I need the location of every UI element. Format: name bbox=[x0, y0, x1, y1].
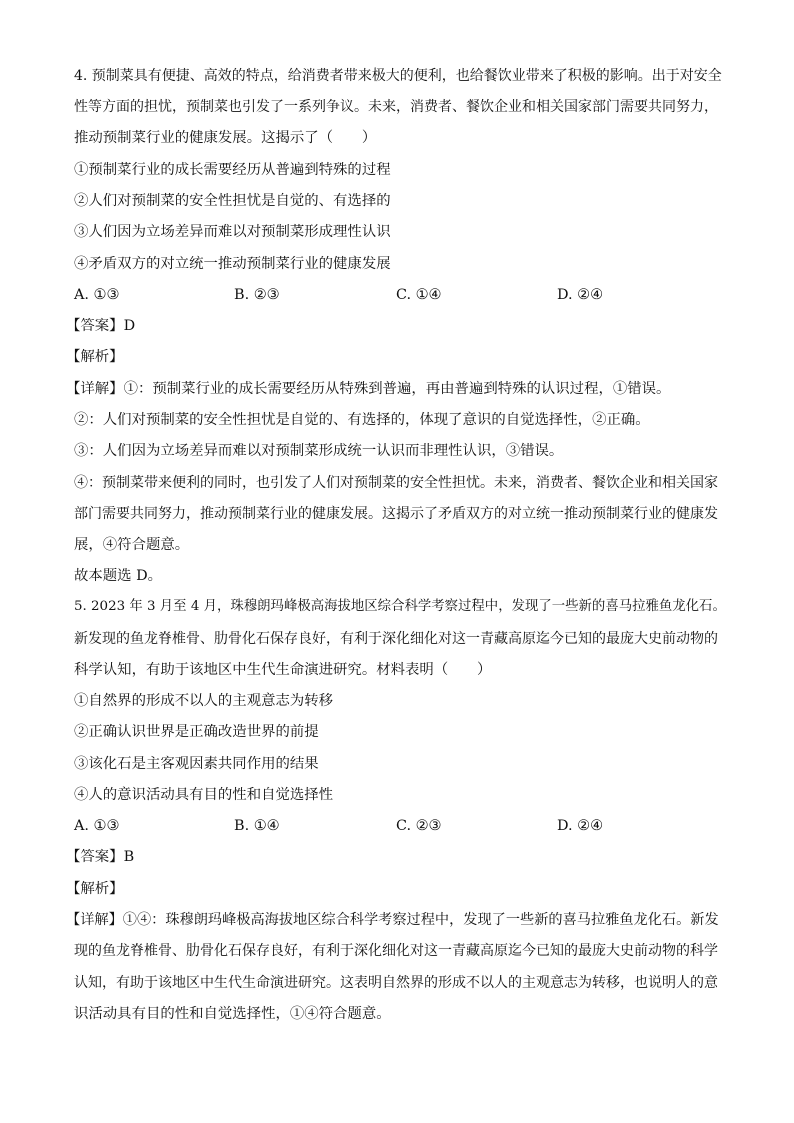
q5-option-a: A. ①③ bbox=[74, 818, 120, 834]
q4-statement-1: ①预制菜行业的成长需要经历从普遍到特殊的过程 bbox=[74, 162, 391, 178]
q5-statement-2: ②正确认识世界是正确改造世界的前提 bbox=[74, 724, 319, 740]
q4-detail-line-3: ③：人们因为立场差异而难以对预制菜形成统一认识而非理性认识，③错误。 bbox=[74, 443, 564, 459]
q5-detail-line-4: 识活动具有目的性和自觉选择性，①④符合题意。 bbox=[74, 1006, 391, 1022]
q5-option-b: B. ①④ bbox=[234, 818, 280, 834]
q4-statement-2: ②人们对预制菜的安全性担忧是自觉的、有选择的 bbox=[74, 193, 391, 209]
q4-answer: 【答案】D bbox=[66, 318, 136, 334]
q4-option-b: B. ②③ bbox=[234, 287, 280, 303]
q4-conclusion: 故本题选 D。 bbox=[74, 568, 163, 584]
q4-stem-line-1: 4. 预制菜具有便捷、高效的特点，给消费者带来极大的便利，也给餐饮业带来了积极的影响。出于对安全 bbox=[74, 68, 722, 84]
q5-stem-line-3: 科学认知，有助于该地区中生代生命演进研究。材料表明（ ） bbox=[74, 662, 492, 678]
q5-analysis-heading: 【解析】 bbox=[66, 881, 124, 897]
q5-option-d: D. ②④ bbox=[557, 818, 603, 834]
q5-answer: 【答案】B bbox=[66, 849, 135, 865]
q5-statement-4: ④人的意识活动具有目的性和自觉选择性 bbox=[74, 787, 334, 803]
q5-statement-1: ①自然界的形成不以人的主观意志为转移 bbox=[74, 693, 334, 709]
q4-statement-4: ④矛盾双方的对立统一推动预制菜行业的健康发展 bbox=[74, 256, 391, 272]
q4-stem-line-3: 推动预制菜行业的健康发展。这揭示了（ ） bbox=[74, 130, 377, 146]
q4-statement-3: ③人们因为立场差异而难以对预制菜形成理性认识 bbox=[74, 224, 391, 240]
q4-detail-line-4: ④：预制菜带来便利的同时，也引发了人们对预制菜的安全性担忧。未来，消费者、餐饮企业和相关国家 bbox=[74, 475, 718, 491]
q4-option-d: D. ②④ bbox=[557, 287, 603, 303]
q5-stem-line-1: 5. 2023 年 3 月至 4 月，珠穆朗玛峰极高海拔地区综合科学考察过程中，发现了一些新的喜马拉雅鱼龙化石。 bbox=[74, 599, 726, 614]
q5-detail-line-2: 现的鱼龙脊椎骨、肋骨化石保存良好，有利于深化细化对这一青藏高原迄今已知的最庞大史前动物的科学 bbox=[74, 943, 718, 959]
q4-option-c: C. ①④ bbox=[396, 287, 442, 303]
q5-stem-line-2: 新发现的鱼龙脊椎骨、肋骨化石保存良好，有利于深化细化对这一青藏高原迄今已知的最庞大史前动物的 bbox=[74, 631, 718, 647]
q5-detail-line-3: 认知，有助于该地区中生代生命演进研究。这表明自然界的形成不以人的主观意志为转移，也说明人的意 bbox=[74, 975, 718, 991]
q5-detail-line-1: 【详解】①④：珠穆朗玛峰极高海拔地区综合科学考察过程中，发现了一些新的喜马拉雅鱼龙化石。新发 bbox=[66, 912, 719, 928]
q4-detail-line-6: 展，④符合题意。 bbox=[74, 537, 190, 553]
q5-statement-3: ③该化石是主客观因素共同作用的结果 bbox=[74, 756, 319, 772]
q4-analysis-heading: 【解析】 bbox=[66, 349, 124, 365]
q4-stem-line-2: 性等方面的担忧，预制菜也引发了一系列争议。未来，消费者、餐饮企业和相关国家部门需要共同努力， bbox=[74, 99, 718, 115]
q4-option-a: A. ①③ bbox=[74, 287, 120, 303]
q4-detail-line-2: ②：人们对预制菜的安全性担忧是自觉的、有选择的，体现了意识的自觉选择性，②正确。 bbox=[74, 412, 650, 428]
q5-option-c: C. ②③ bbox=[396, 818, 442, 834]
q4-detail-line-5: 部门需要共同努力，推动预制菜行业的健康发展。这揭示了矛盾双方的对立统一推动预制菜行业的健康发 bbox=[74, 506, 718, 522]
q4-detail-line-1: 【详解】①：预制菜行业的成长需要经历从特殊到普遍，再由普遍到特殊的认识过程，①错误。 bbox=[66, 381, 671, 397]
